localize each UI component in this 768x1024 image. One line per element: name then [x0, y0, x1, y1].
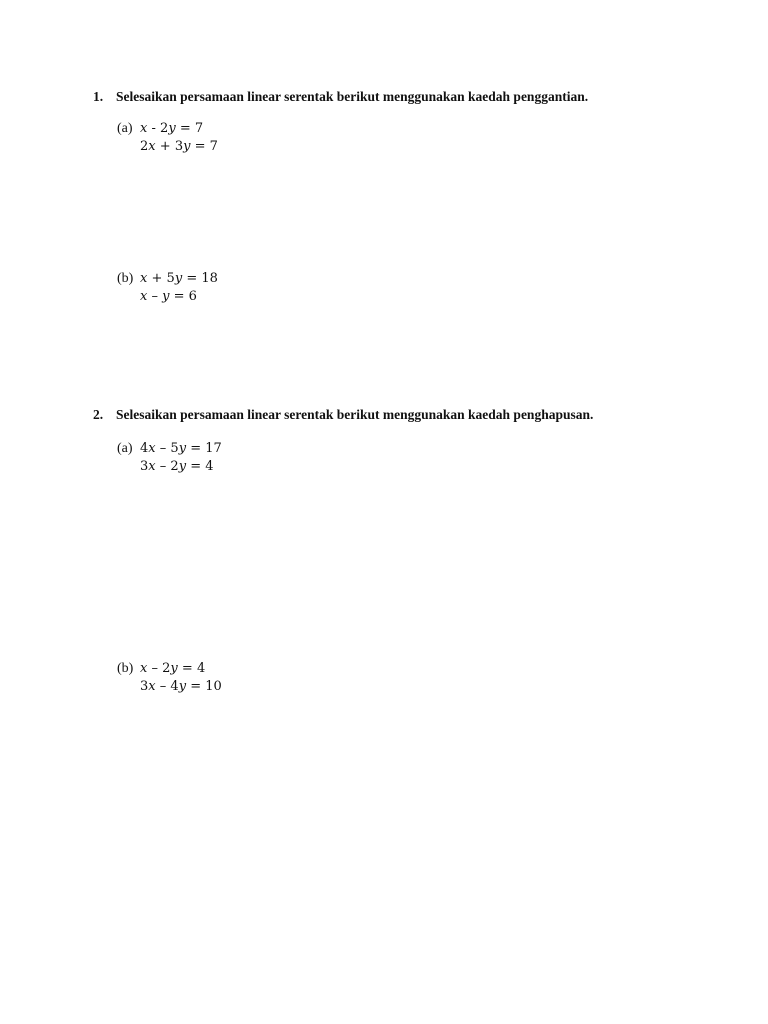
equation: x – y = 6 — [140, 288, 197, 304]
question-2-part-b — [117, 660, 222, 695]
question-2-heading — [93, 406, 733, 423]
question-1-heading — [93, 88, 733, 105]
part-label: (b) — [117, 661, 134, 676]
equation: 4x – 5y = 17 — [140, 441, 222, 456]
question-2-part-a — [117, 440, 222, 475]
question-instruction: Selesaikan persamaan linear serentak berikut menggunakan kaedah penghapusan. — [116, 407, 594, 422]
equation-system — [140, 440, 222, 475]
question-number: 1. — [93, 89, 104, 104]
equation: x + 5y = 18 — [140, 271, 218, 286]
question-1 — [93, 88, 733, 304]
equation: x – 2y = 4 — [140, 661, 206, 676]
equation: x - 2y = 7 — [140, 121, 204, 136]
question-1-part-a — [117, 120, 218, 155]
equation: 3x – 4y = 10 — [140, 678, 222, 694]
question-instruction: Selesaikan persamaan linear serentak berikut menggunakan kaedah penggantian. — [116, 89, 589, 104]
equation-system — [140, 120, 218, 155]
part-label: (b) — [117, 271, 134, 286]
part-label: (a) — [117, 441, 133, 456]
question-2 — [93, 406, 733, 694]
equation-system — [140, 270, 218, 305]
question-number: 2. — [93, 407, 104, 422]
question-1-part-b — [117, 270, 218, 305]
equation: 3x – 2y = 4 — [140, 458, 214, 474]
equation: 2x + 3y = 7 — [140, 138, 218, 154]
part-label: (a) — [117, 121, 133, 136]
equation-system — [140, 660, 222, 695]
